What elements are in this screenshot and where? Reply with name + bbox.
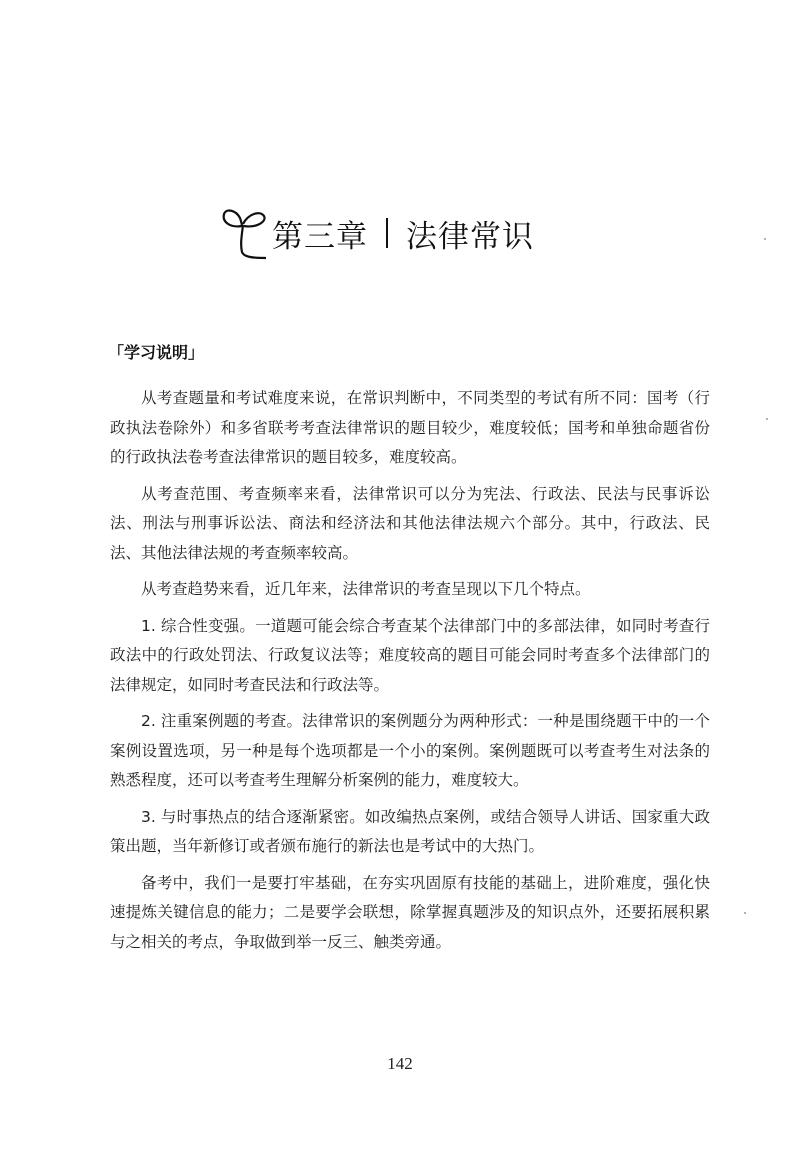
- paragraph: 2. 注重案例题的考查。法律常识的案例题分为两种形式：一种是围绕题干中的一个案例设置选项，另一种是每个选项都是一个小的案例。案例题既可以考查考生对法条的熟悉程度，还可以考查考生理解分析案例的能力，难度较大。: [110, 712, 710, 789]
- scan-speck: [764, 238, 766, 240]
- chapter-subject: 法律常识: [406, 218, 534, 255]
- sprout-icon: [218, 202, 270, 264]
- page-number: 142: [387, 1054, 413, 1073]
- paragraph: 从考查趋势来看，近几年来，法律常识的考查呈现以下几个特点。: [141, 580, 591, 598]
- paragraph: 1. 综合性变强。一道题可能会综合考查某个法律部门中的多部法律，如同时考查行政法中的行政处罚法、行政复议法等；难度较高的题目可能会同时考查多个法律部门的法律规定，如同时考查民法和行政法等。: [110, 616, 710, 694]
- scan-speck: [744, 912, 746, 914]
- paragraph: 从考查题量和考试难度来说，在常识判断中，不同类型的考试有所不同：国考（行政执法卷除外）和多省联考考查法律常识的题目较少，难度较低；国考和单独命题省份的行政执法卷考查法律常识的题目较多，难度较高。: [110, 389, 710, 466]
- chapter-title: [272, 211, 534, 256]
- title-separator: [386, 218, 388, 248]
- paragraph: 备考中，我们一是要打牢基础，在夯实巩固原有技能的基础上，进阶难度，强化快速提炼关键信息的能力；二是要学会联想，除掌握真题涉及的知识点外，还要拓展积累与之相关的考点，争取做到举一反三、触类旁通。: [110, 873, 710, 951]
- scan-speck: [766, 418, 768, 420]
- paragraph: 3. 与时事热点的结合逐渐紧密。如改编热点案例，或结合领导人讲话、国家重大政策出题，当年新修订或者颁布施行的新法也是考试中的大热门。: [110, 807, 710, 855]
- chapter-header: [218, 198, 534, 268]
- chapter-number: 第三章: [272, 218, 368, 255]
- section-label: 「学习说明」: [108, 343, 205, 362]
- body-text: [110, 384, 710, 964]
- paragraph: 从考查范围、考查频率来看，法律常识可以分为宪法、行政法、民法与民事诉讼法、刑法与刑事诉讼法、商法和经济法和其他法律法规六个部分。其中，行政法、民法、其他法律法规的考查频率较高。: [110, 484, 710, 562]
